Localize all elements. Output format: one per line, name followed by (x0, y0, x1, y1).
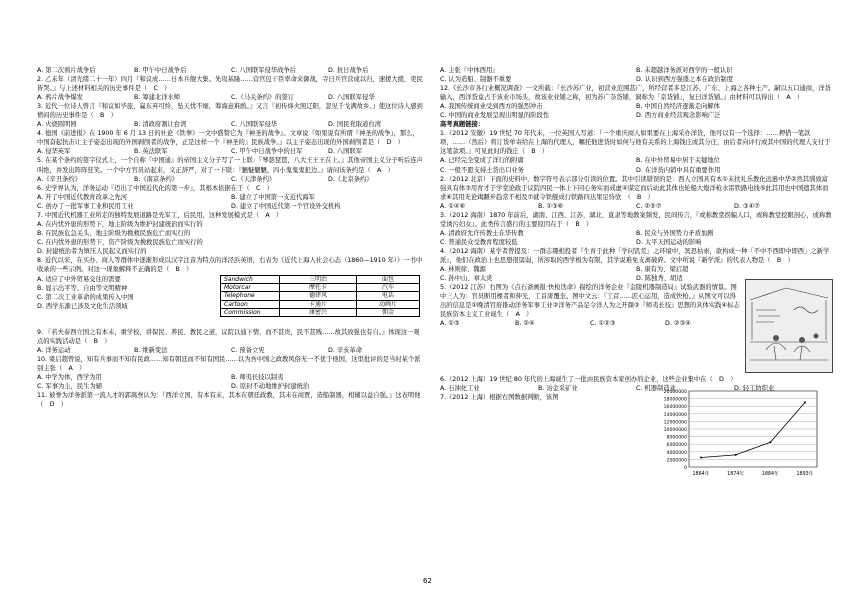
question-with-chart (440, 390, 832, 478)
answer-option: C. ①②③ (590, 320, 616, 328)
answer-option: D. 认识到西方强盛之本在政治制度 (636, 76, 734, 84)
answer-option: D. 辛亥革命 (328, 347, 363, 355)
answer-option: D. 抗日战争后 (328, 67, 369, 74)
answer-option: B. 康有为、梁启超 (636, 266, 689, 274)
table-cell: 佣金 (357, 308, 420, 316)
table-cell: 三明治 (280, 276, 357, 284)
answer-option: D. 陈独秀、胡适 (636, 275, 683, 283)
answer-options (37, 193, 425, 211)
y-tick-label: 20000000 (663, 390, 687, 396)
y-tick-label: 14000000 (663, 413, 687, 419)
y-tick-label: 8000000 (666, 435, 687, 441)
data-point (735, 454, 737, 456)
table-row (221, 284, 420, 292)
engraving-drawing (746, 280, 832, 372)
question-with-image (440, 283, 832, 375)
answer-option: C. 普通民众受教育程度较低 (440, 238, 518, 246)
answer-option: B.《南京条约》 (134, 175, 179, 183)
question-text: 5. 在某个条约的签字仪式上，一个自称『中国通』的帝国主义分子写了一上联：『琴瑟琵琶，八大王王王在上。』其他帝国主义分子听后连声叫绝，并发出阵阵狂笑。一个中方官员站起来，义正辞严，对了一下联：『魑魅魍魉，四小鬼鬼鬼犯边。』请问该条约是（ A ） (37, 157, 423, 174)
table-cell: Telephone (221, 292, 280, 300)
y-tick-label: 12000000 (663, 420, 687, 426)
table-cell: 动画片 (357, 300, 420, 308)
y-tick-label: 0 (684, 466, 687, 472)
answer-options (37, 120, 425, 129)
answer-options (37, 275, 217, 311)
table-cell: 德律风 (280, 292, 357, 300)
answer-option: A. 清政府允许传教士在华传教 (440, 229, 524, 237)
answer-option: D. ③④⑦ (734, 202, 760, 210)
answer-option: C. 八国联军侵华战争后 (231, 67, 297, 74)
answer-option: D. 在洋货内销中具有重要作用 (636, 166, 721, 174)
answer-option: D. 西学东渐已涉及文化生活领域 (37, 303, 128, 311)
answer-option: C. 机器制造业 (636, 385, 676, 393)
answer-option: D. 八国联军侵华 (328, 94, 375, 102)
answer-option: C. 甲午中日战争中的日军 (231, 148, 303, 156)
question-text: 11. 被誉为洋务派第一流人才的郭嵩焘认为：『西洋立国，有本有末，其本在朝廷政教，其末在商贾，造船制器，相辅以益自强。』这表明他（ D ） (37, 392, 421, 409)
answer-option: C. 军事为主，民生为辅 (37, 383, 103, 391)
question-text: 3. 近代一位诗人曾言『和议如毕旅，赢东弃可怜，坠天忧不细，筹海意难酌。』又言『初传烽火照辽阳，忽见千戈满故乡。』使这位诗人感到愤闷的历史事件是（ B ） (37, 103, 423, 120)
answer-option: A. 鸦片战争爆发 (37, 94, 83, 102)
answer-option: C.《天津条约》 (231, 175, 276, 183)
data-point (700, 457, 702, 459)
answer-option: C.《马关条约》的签订 (231, 94, 295, 102)
answer-option: C. 创办了一批军事工业和民用工业 (37, 202, 134, 210)
y-tick-label: 10000000 (663, 428, 687, 434)
right-column (440, 66, 832, 478)
answer-option: B. 师夷长技以制夷 (231, 374, 284, 382)
answer-option: B. ②④ (515, 320, 535, 328)
answer-options (440, 156, 832, 174)
answer-option: B. 英法联军 (134, 148, 168, 156)
answer-options (37, 346, 425, 355)
answer-option: C. 预备立宪 (231, 347, 265, 355)
question-text: 1.（2012 安徽）19 世纪 70 年代末，一位英国人写道：『一个重庆商人如果要在上海采办洋货，他可以有一个选择：……押借一笔款项，……（然后）将订货单寄给在上海的代理人，嘱托他进货时如何与他有关系的上海钱庄或其分庄，由后者向评行或其中国的代理人支付于这笔款项。』可见此时的钱庄（ B ） (440, 130, 831, 156)
x-tick-label: 1884年 (761, 472, 779, 478)
answer-option: B. 民众与外国势力矛盾加剧 (636, 229, 714, 237)
answer-option: B. 显示出平等、自由等文明精神 (37, 285, 128, 293)
answer-option: C. 孙中山、章太炎 (440, 275, 493, 283)
answer-option: A. 石油化工业 (440, 385, 480, 393)
answer-options (37, 66, 425, 75)
answer-option: B. 中国自然经济逐渐走向解体 (636, 103, 720, 111)
answer-options (37, 373, 425, 391)
answer-option: D.《北京条约》 (328, 175, 373, 183)
answer-option: C. 认为造船、制器不重要 (440, 76, 512, 84)
answer-option: A. 第二次鸦片战争后 (37, 67, 96, 74)
answer-option: A. ①④⑥ (440, 202, 466, 210)
table-cell: Sandwich (221, 276, 280, 284)
table-cell: Commission (221, 308, 280, 316)
answer-option: A. 开了中国近代教育改革之先河 (37, 193, 128, 201)
answer-option: D. 封建统治者为镇压人民起义而实行的 (37, 247, 147, 255)
answer-option: A. 林则徐、魏源 (440, 266, 486, 274)
question-text: 7. 中国近代机器工业所走的独特发展道路是先军工，后民用，这种发展模式是（ A ） (37, 211, 283, 219)
table-row (221, 300, 420, 308)
answer-option: B. 在民族危急关头，地主阶级为挽救民族危亡而实行的 (37, 229, 191, 237)
table-cell: 卡通片 (280, 300, 357, 308)
answer-option: A.《辛丑条约》 (37, 175, 81, 183)
series-line (701, 403, 805, 458)
answer-option: C. 第二次工业革命的成果传入中国 (37, 294, 134, 302)
table-cell: 康密兴 (280, 308, 357, 316)
answer-option: B. 在中外贸易中居于关键地位 (636, 157, 720, 165)
question-text-block (440, 283, 740, 328)
table-row (221, 276, 420, 284)
question-text: 4.（2012 海南）某学者曾提及：一群志趣相投者『生育于此种「学问饥荒」之环境中，冥思枯索，欲构成一种「不中不西即中即西」之新学派』，他们在政治上也思想很孱弱，所涉取的西学极为有限，其学说难免支离破碎。文中所说『新学派』的代表人物是（ B ） (440, 247, 830, 264)
question-text: 8. 近代以来，在买办、商人等群体中逐渐形成以汉字注音为特点的洋泾浜英语，右表为《近代上海人社会心态（1860—1910 年）》一书中收录的一些示例。对这一现象解释不正确的是（ B ） (37, 256, 423, 274)
answer-option: A. 主张『中体西用』 (440, 67, 499, 74)
answer-option: D. 轻工纺织业 (734, 385, 775, 393)
answer-option: D. 八国联军 (328, 148, 363, 156)
answer-option: C. 八国联军侵华 (231, 121, 278, 129)
answer-option: A. 侵华英军 (37, 148, 71, 156)
answer-option: B. ①③⑥ (538, 202, 564, 210)
answer-option: A. 火烧圆明园 (37, 121, 77, 129)
answer-option: D. 建立了中国近代第一个官设外交机构 (231, 202, 341, 210)
y-tick-label: 4000000 (666, 451, 687, 457)
answer-option: A. 洋务运动 (37, 347, 71, 355)
answer-option: A. ①③ (440, 320, 460, 328)
question-text: 4. 德国《前进报》在 1900 年 6 月 13 日的社论《铁拳》一文中盛赞它为『神圣的战争』。文章说『如果说有所谓『神圣的战争』，那么，中国奋起抗击让主子姿态出现的外国剥削者的战争，正是这样一个『神圣的』民族战争。』以主子姿态出现的外国剥削者是（ D ） (37, 130, 419, 147)
line-chart (641, 385, 827, 481)
answer-option: B. 甲午中日战争后 (134, 67, 187, 74)
question-text: 6.（2012 上海）19 世纪 80 年代的上海诞生了一批由民族资本家创办的企业，这些企业集中在（ D ） (440, 376, 737, 384)
engraving-illustration (745, 279, 833, 373)
y-tick-label: 18000000 (663, 397, 687, 403)
x-tick-label: 1874年 (727, 472, 745, 478)
data-point (804, 402, 806, 404)
answer-option: B. 清政府割让台湾 (134, 121, 187, 129)
table-cell: Cartoon (221, 300, 280, 308)
question-text: 12.《长沙市各行业概况调查》一文所载：『长沙苏广业，初营业范围甚广，所经营者多是江苏、广东、上海之各种土产。嗣以五口通商，洋货输入，西洋货竟占于该业市场头，故该业业铺之称，初为苏广杂货铺，洞称为「京货铺」，复曰洋货铺。』由材料可以得出（ A ） (440, 85, 831, 102)
table-row (221, 308, 420, 316)
answer-options (440, 102, 832, 120)
question-text: 6. 史学界认为，洋务运动『迈出了中国近代化的第一步』，其根本依据在于（ C ） (37, 184, 273, 192)
section-heading: 高考真题链接： (440, 121, 485, 129)
answer-option: D. 西方商业经营观念影响广泛 (636, 112, 721, 120)
answer-options (440, 319, 740, 328)
answer-option: A. 中学为体，西学为用 (37, 374, 102, 382)
answer-option: B. 未超越洋务派对西学的一般认识 (636, 67, 733, 74)
question-text: 7.（2012 上海）根据右图数据判断，该图 (440, 394, 559, 402)
table-cell: 汽车 (357, 284, 420, 292)
answer-option: C. 中国的商业发展呈现出明显的阶段性 (440, 112, 550, 120)
question-text: 5.（2012 江苏）右图为《点石斋画报·快枪迭命》描绘的洋务企业『金陵机器制造局』试验武器的情景。图中三人为：官员断用棵者和伸光，工首唐覆奎。图中文云：『工首……匠心运用，造成快枪。』从图文可以得出的信息是①晚清官府推动洋务军事工业②洋务产品足令洋人为之开颜③『师夷长技』思想的具体实践④标志民族资本主义工业诞生（ A ） (440, 284, 740, 319)
answer-options (37, 220, 425, 256)
table-cell: 面包 (357, 276, 420, 284)
answer-option: A. 适应了中外贸易交往的需要 (37, 276, 121, 284)
answer-option: B. 维新变法 (134, 347, 168, 355)
table-cell: 摩托卡 (280, 284, 357, 292)
answer-option: C. 在内忧外患的形势下，资产阶级为挽救民族危亡而实行的 (37, 238, 203, 246)
answer-options (37, 93, 425, 102)
answer-option: A. 我国传统商业受到西方的强烈冲击 (440, 103, 543, 111)
y-tick-label: 6000000 (666, 443, 687, 449)
answer-option: A. 已经完全变成了洋行的附庸 (440, 157, 524, 165)
answer-option: D. 国民党取道台湾 (328, 121, 381, 129)
page-number: 62 (423, 577, 432, 585)
question-text: 9. 『若夫泰西立国之有本末，重学校，讲保民、养民、教民之道，议院以通下情，而不甚贵，民不甚贱……故其致强也有自。』体现这一观点的实践活动是（ B ） (37, 329, 420, 346)
data-point (769, 442, 771, 444)
answer-option: A. 在内忧外患的形势下，地主阶级为维护封建统治而实行的 (37, 220, 203, 228)
answer-option: C. 一般不愿支持土货出口业务 (440, 166, 524, 174)
answer-options (440, 229, 832, 247)
question-text: 2. 乙未年（清光绪二十一年）四月『和议成……日本兵舰大集。先攻基隆……营官包干臣率命来御战，寺日兵官营或以归，速援大援，吏民皆哭。』与上述材料相关的历史事件是（ C ） (37, 76, 423, 93)
question-text: 2.（2012 北京）下面的史料中，数字符号表示部分引读的位置。其中引读错误的是：西人立国具有本①末扶礼乐教化远逊中华②然其驯致富强具有体③用育才于学堂论政于议院四民一体上下同心务实而戒虚④谋定而后动此其体也轮船大炮洋枪水雷铁路电线⑤此其用也中国遗其体而求⑥其用无论竭蹶步趋常不相及⑦就令铁舰成行铁路四达果足恃欤 （ B ） (440, 175, 829, 201)
answer-option: B. 筹建北洋水师 (134, 94, 181, 102)
y-tick-label: 2000000 (666, 458, 687, 464)
answer-option: C. ②⑤⑦ (636, 202, 662, 210)
vocab-block (37, 275, 425, 327)
x-tick-label: 1893年 (796, 472, 814, 478)
answer-options (440, 202, 832, 211)
answer-options (440, 66, 832, 84)
answer-option: D. ②③④ (665, 320, 691, 328)
question-text: 3.（2012 海南）1870 年前后，湖南、江西、江苏、湖北、直隶等地教案频发，民间传言，『或称教堂拐骗人口，或称教堂挖眼剖心，或称教堂诱污妇女』。此类传言盛行的主要原因在于（ B ） (440, 211, 832, 228)
left-column (37, 66, 425, 410)
pidgin-english-table (220, 275, 420, 317)
answer-option: D. 原封不动地维护封建统治 (231, 383, 310, 391)
table-cell: Motorcar (221, 284, 280, 292)
table-cell: 电话 (357, 292, 420, 300)
answer-option: D. 太平天国运动的影响 (636, 238, 702, 246)
table-row (221, 292, 420, 300)
answer-options (37, 175, 425, 184)
x-tick-label: 1864年 (692, 472, 710, 478)
answer-options (37, 147, 425, 156)
question-text: 10. 梁启超曾说，知有兵事而不知有民政……知有朝廷而不知有国民……以为吾中国之政教风俗无一不优于他国，这里批评的是当时某个派别主张（ A ） (37, 356, 421, 373)
answer-option: B. 建立了中国第一支近代海军 (231, 193, 315, 201)
y-tick-label: 16000000 (663, 405, 687, 411)
answer-option: B. 冶金采矿业 (538, 385, 578, 393)
